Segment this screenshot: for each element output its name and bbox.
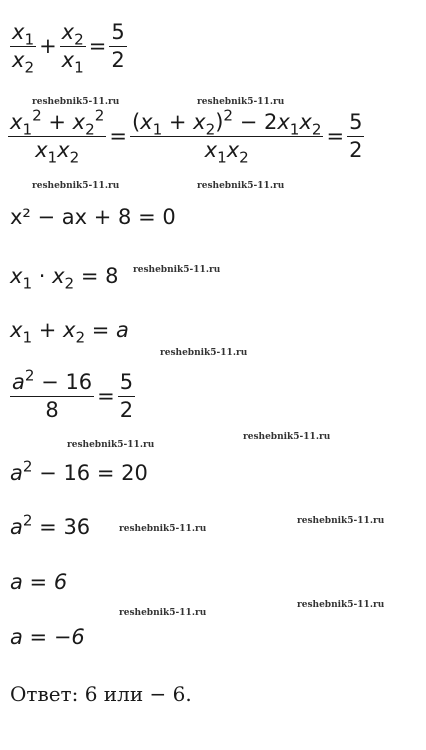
equation-substituted-fraction: $\frac{a^2 - 16}{8}$ = $\frac{5}{2}$ (12, 366, 134, 422)
watermark: reshebnik5-11.ru (160, 348, 248, 358)
fraction-sum-of-squares: $\frac{x_1^2 + x_2^2}{x_1x_2}$ (10, 106, 105, 167)
fraction-x2-over-x1: $\frac{x_2}{x_1}$ (61, 20, 84, 77)
equation-sum-of-roots: $x_1 + x_2 = a$ (10, 318, 129, 347)
equation-product-of-roots: $x_1 \cdot x_2 = 8$ (10, 264, 119, 293)
watermark: reshebnik5-11.ru (197, 181, 285, 191)
equation-sum-of-ratios: $\frac{x_1}{x_2}$ + $\frac{x_2}{x_1}$ = $\frac{5}{2}$ (12, 20, 125, 77)
watermark: reshebnik5-11.ru (133, 265, 221, 275)
equation-root-negative: a = −6 (10, 625, 85, 649)
equation-quadratic: x² − ax + 8 = 0 (10, 205, 176, 229)
fraction-five-halves: $\frac{5}{2}$ (119, 370, 134, 422)
watermark: reshebnik5-11.ru (32, 181, 120, 191)
product-value: 8 (105, 264, 119, 288)
equation-common-denominator: $\frac{x_1^2 + x_2^2}{x_1x_2}$ = $\frac{(x_1 + x_2)^2 - 2x_1x_2}{x_1x_2}$ = $\frac{5}{2}$ (10, 106, 363, 167)
answer-text: Ответ: 6 или − 6. (10, 682, 192, 706)
watermark: reshebnik5-11.ru (197, 97, 285, 107)
equation-root-positive: a = 6 (10, 570, 68, 594)
watermark: reshebnik5-11.ru (297, 600, 385, 610)
watermark: reshebnik5-11.ru (67, 440, 155, 450)
watermark: reshebnik5-11.ru (119, 608, 207, 618)
watermark: reshebnik5-11.ru (297, 516, 385, 526)
sum-value: a (116, 318, 129, 342)
fraction-five-halves: $\frac{5}{2}$ (111, 20, 125, 72)
fraction-five-halves: $\frac{5}{2}$ (349, 110, 363, 162)
equation-a-squared: $a^2 = 36$ (10, 511, 91, 539)
watermark: reshebnik5-11.ru (119, 524, 207, 534)
watermark: reshebnik5-11.ru (243, 432, 331, 442)
fraction-vieta-form: $\frac{(x_1 + x_2)^2 - 2x_1x_2}{x_1x_2}$ (131, 106, 322, 167)
fraction-x1-over-x2: $\frac{x_1}{x_2}$ (12, 20, 35, 77)
watermark: reshebnik5-11.ru (32, 97, 120, 107)
equation-a-squared-minus-16: $a^2 - 16 = 20$ (10, 457, 148, 485)
fraction-a-squared-minus-16-over-8: $\frac{a^2 - 16}{8}$ (12, 366, 93, 422)
